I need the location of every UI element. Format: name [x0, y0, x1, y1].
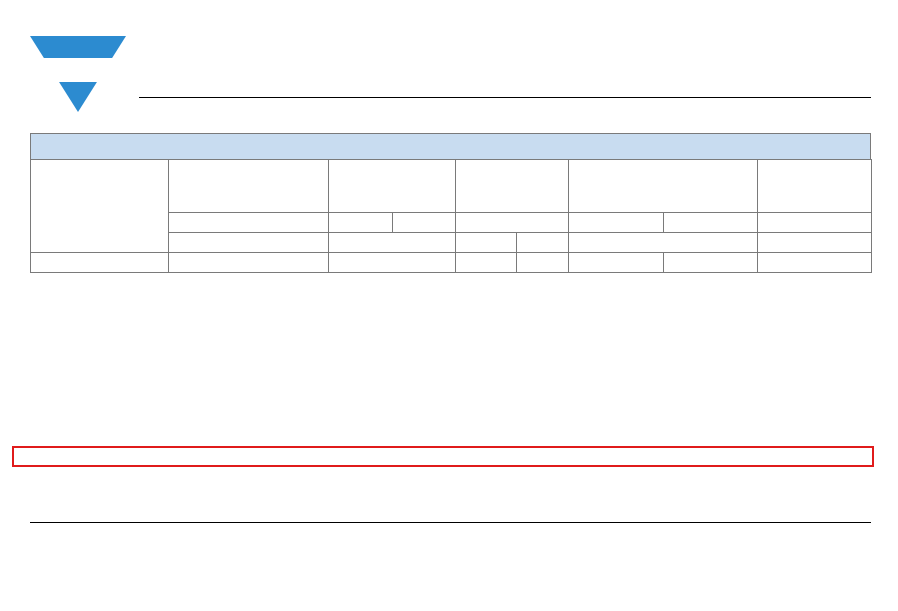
symbol-izt1 — [329, 213, 393, 233]
unit-v — [169, 233, 329, 253]
table-title — [30, 133, 871, 159]
vishay-logo — [26, 34, 130, 114]
page-gap — [30, 307, 871, 357]
qualifier-blank — [517, 253, 569, 273]
header-zener-voltage — [169, 160, 329, 213]
unit-pct — [758, 233, 872, 253]
qualifier-typ — [758, 253, 872, 273]
symbol-zzk — [664, 213, 758, 233]
qualifier-max-ir — [456, 253, 517, 273]
qualifier-blank — [31, 253, 169, 273]
note-text — [30, 489, 36, 504]
symbol-zz — [569, 213, 664, 233]
unit-ohm — [569, 233, 758, 253]
header-temp-coefficient — [758, 160, 872, 213]
vishay-logo-icon — [26, 34, 130, 114]
footer-divider — [30, 522, 871, 523]
symbol-vz — [169, 213, 329, 233]
qualifier-nom — [169, 253, 329, 273]
qualifier-blank — [329, 253, 456, 273]
unit-vr — [517, 233, 569, 253]
characteristics-grid — [30, 159, 872, 273]
unit-ma — [329, 233, 456, 253]
header-reverse-leakage — [456, 160, 569, 213]
symbol-izt2 — [393, 213, 456, 233]
header-divider — [139, 97, 871, 98]
qualifier-max-zz — [569, 253, 664, 273]
symbol-ir — [456, 213, 569, 233]
qualifier-max-zzk — [664, 253, 758, 273]
header-part-number — [31, 160, 169, 253]
header-test-current — [329, 160, 456, 213]
header-dynamic-resistance — [569, 160, 758, 213]
electrical-characteristics-table — [30, 133, 871, 273]
symbol-avz — [758, 213, 872, 233]
highlight-box-1n5267 — [12, 446, 874, 467]
unit-ua — [456, 233, 517, 253]
